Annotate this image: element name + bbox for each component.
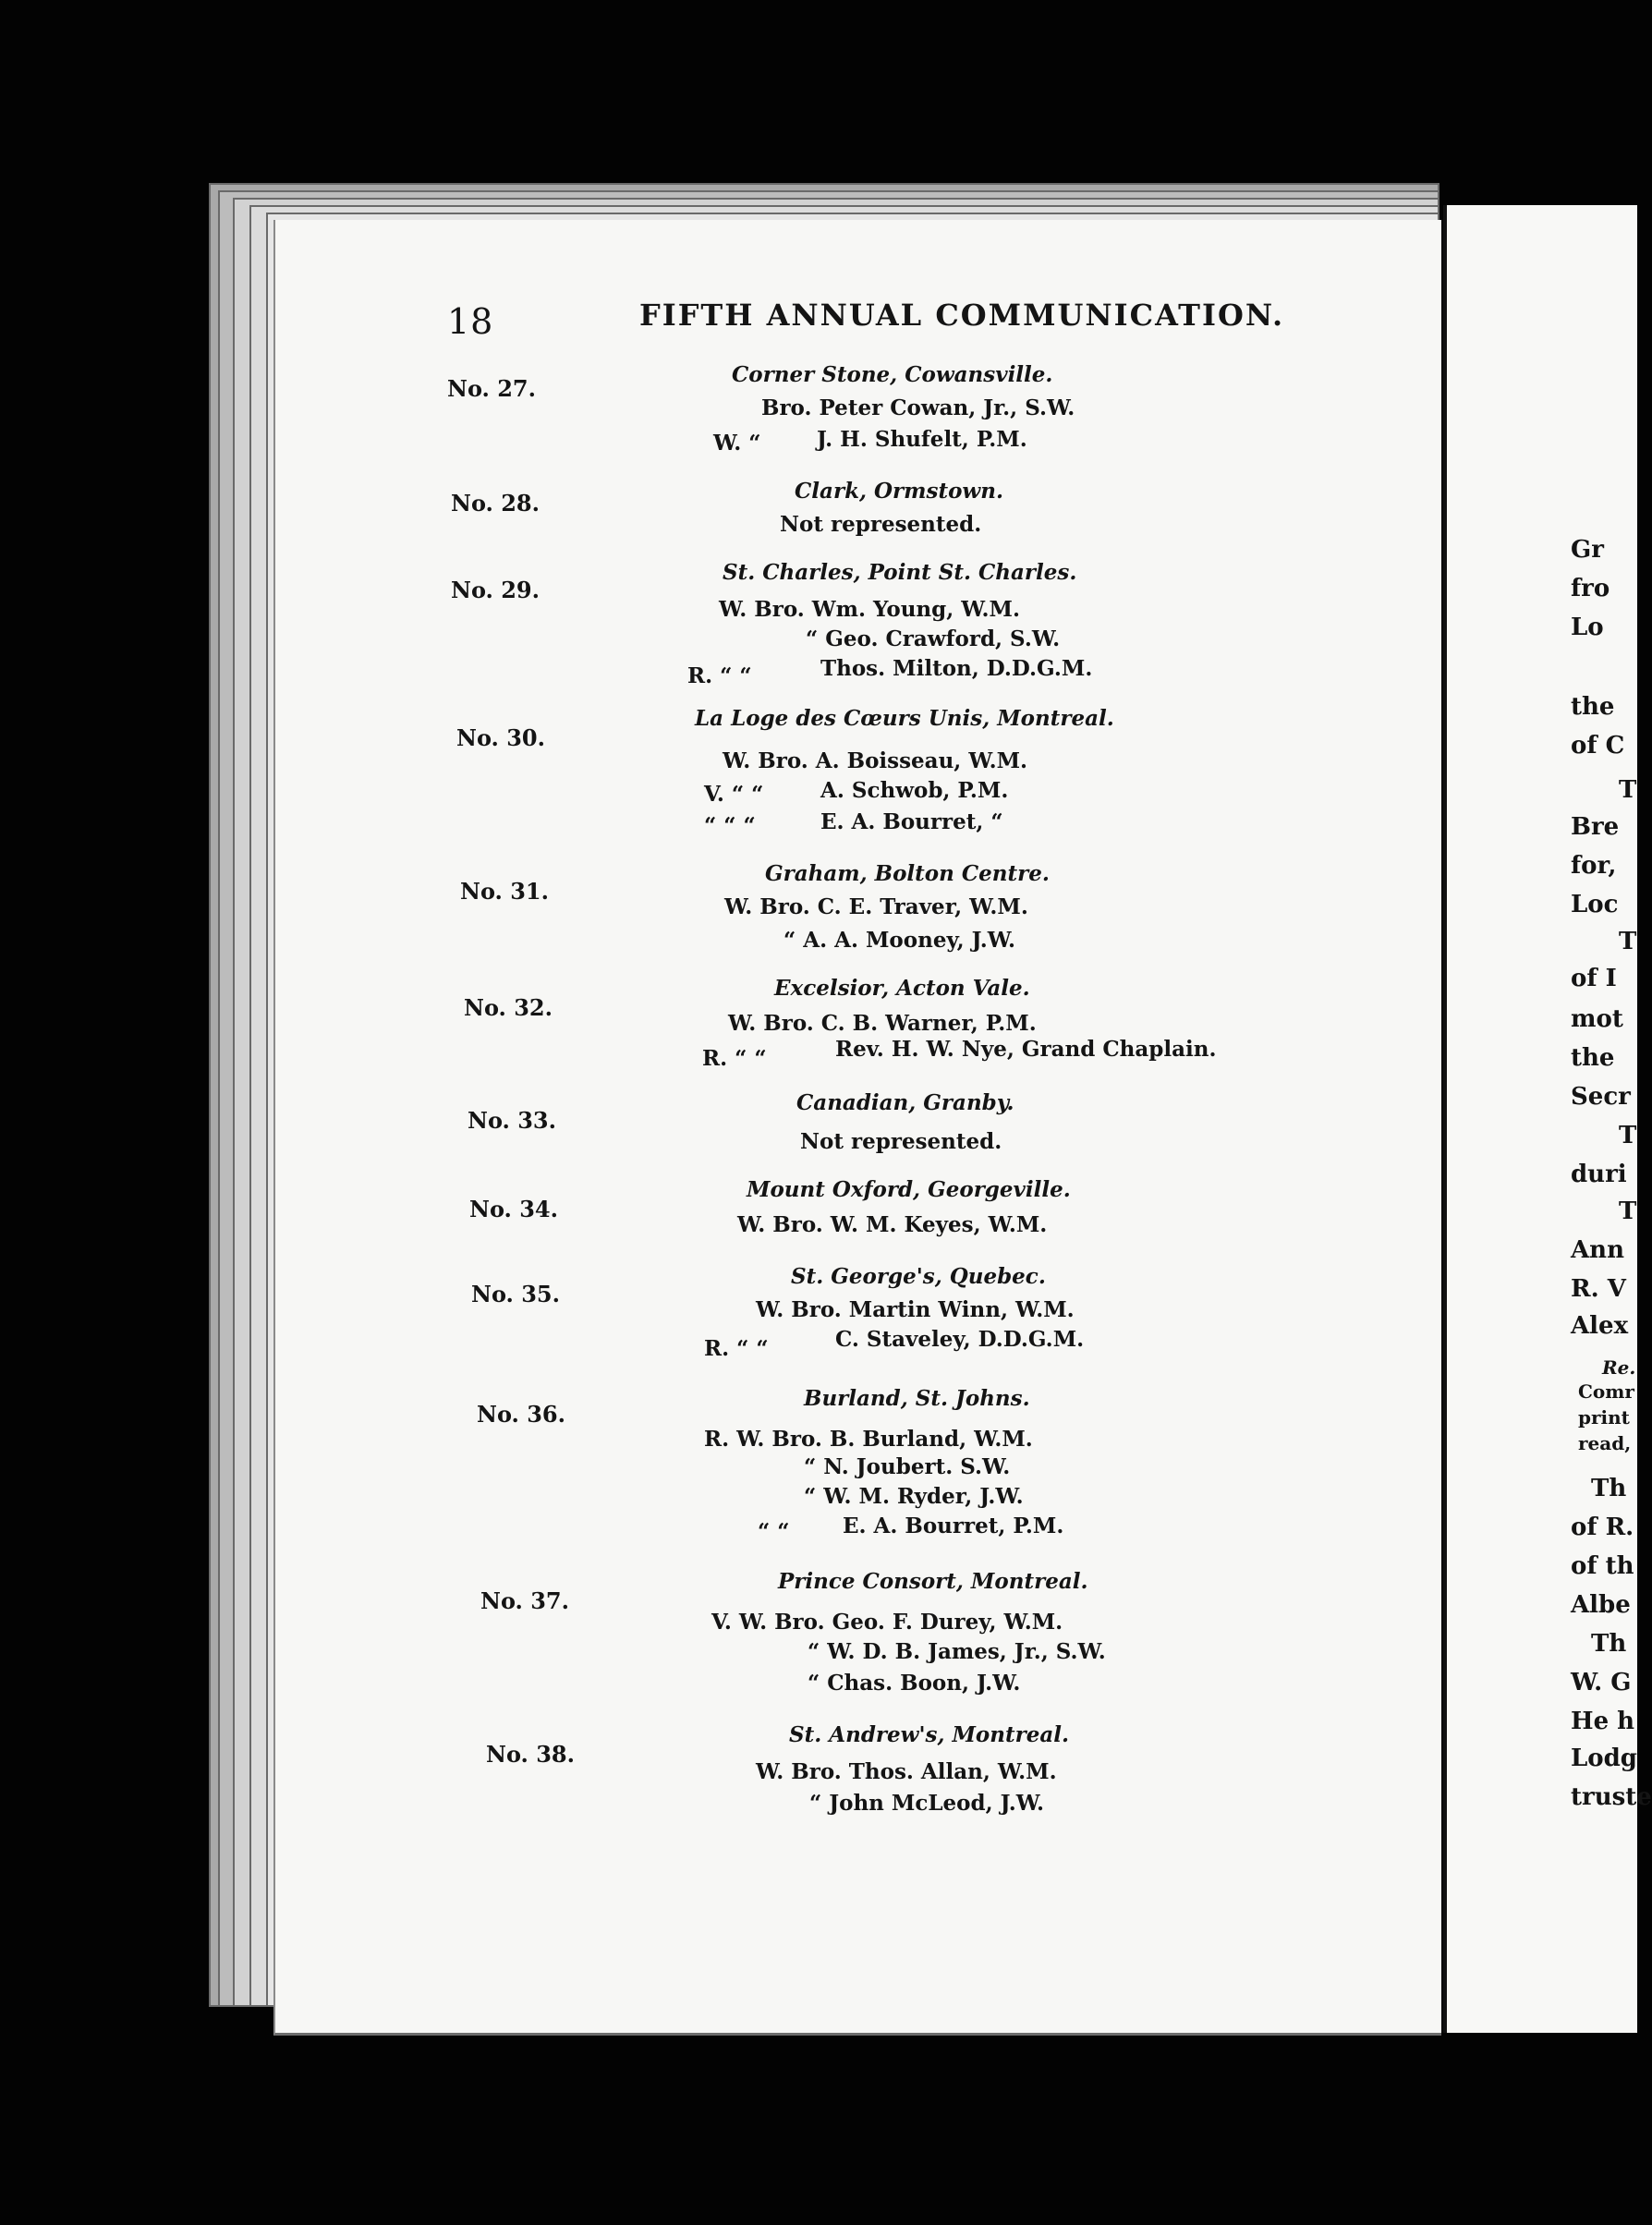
lodge-name: Excelsior, Acton Vale. (774, 976, 1030, 1001)
right-page-fragment: of th (1571, 1552, 1634, 1580)
right-page-fragment: Loc (1571, 891, 1619, 918)
lodge-name: Prince Consort, Montreal. (778, 1569, 1088, 1594)
right-page-fragment: Secr (1571, 1083, 1631, 1111)
member-line: Thos. Milton, D.D.G.M. (820, 656, 1093, 681)
right-page-fragment: read, (1578, 1432, 1632, 1454)
right-page-fragment: Albe (1571, 1591, 1631, 1619)
lodge-number: No. 37. (480, 1587, 569, 1614)
lodge-number: No. 28. (451, 490, 540, 517)
lodge-name: Graham, Bolton Centre. (765, 861, 1050, 886)
right-page-fragment: duri (1571, 1161, 1627, 1188)
member-line: C. Staveley, D.D.G.M. (835, 1327, 1085, 1352)
member-line: “ W. M. Ryder, J.W. (804, 1484, 1024, 1509)
member-line: W. Bro. Martin Winn, W.M. (756, 1297, 1075, 1322)
right-page-fragment: Th (1591, 1630, 1627, 1658)
lodge-name: Corner Stone, Cowansville. (732, 362, 1053, 387)
right-page-fragment: of R. (1571, 1514, 1634, 1541)
lodge-number: No. 35. (471, 1281, 560, 1307)
member-line: “ A. A. Mooney, J.W. (783, 928, 1015, 953)
member-line: E. A. Bourret, P.M. (843, 1514, 1064, 1538)
right-page-fragment: Th (1591, 1475, 1627, 1502)
member-prefix: “ “ “ (704, 813, 756, 838)
member-line: “ W. D. B. James, Jr., S.W. (808, 1639, 1106, 1664)
member-line: W. Bro. A. Boisseau, W.M. (723, 748, 1028, 773)
member-line: V. W. Bro. Geo. F. Durey, W.M. (711, 1610, 1063, 1635)
right-page-fragment: Lodg (1571, 1745, 1637, 1772)
right-page-fragment: truste (1571, 1783, 1652, 1811)
right-page-fragment: Alex (1571, 1312, 1629, 1340)
member-line: W. Bro. Wm. Young, W.M. (719, 597, 1020, 622)
member-prefix: R. “ “ (687, 663, 752, 688)
right-page-fragment: Re. (1602, 1356, 1636, 1379)
member-line: “ Geo. Crawford, S.W. (806, 626, 1061, 651)
lodge-name: St. George's, Quebec. (791, 1264, 1046, 1289)
right-page-fragment: of C (1571, 732, 1625, 760)
lodge-number: No. 27. (447, 375, 536, 402)
member-line: W. Bro. C. E. Traver, W.M. (724, 894, 1028, 919)
member-prefix: V. “ “ (704, 782, 764, 807)
member-line: Rev. H. W. Nye, Grand Chaplain. (835, 1037, 1217, 1062)
right-page-fragment: Lo (1571, 614, 1604, 641)
member-line: J. H. Shufelt, P.M. (817, 427, 1027, 452)
lodge-number: No. 30. (456, 724, 545, 751)
member-line: E. A. Bourret, “ (820, 809, 1003, 834)
member-prefix: W. “ (713, 431, 761, 456)
right-page-fragment: Bre (1571, 813, 1620, 841)
lodge-number: No. 29. (451, 577, 540, 603)
right-page-fragment: Comr (1578, 1380, 1634, 1403)
right-page-fragment: for, (1571, 852, 1617, 880)
right-page-fragment: T (1619, 1198, 1637, 1225)
running-head: FIFTH ANNUAL COMMUNICATION. (639, 298, 1285, 333)
right-page-fragment: W. G (1571, 1669, 1632, 1696)
lodge-name: St. Andrew's, Montreal. (789, 1722, 1069, 1747)
lodge-number: No. 32. (464, 994, 553, 1021)
member-line: W. Bro. W. M. Keyes, W.M. (737, 1212, 1048, 1237)
lodge-number: No. 36. (477, 1401, 565, 1428)
right-page-fragment: the (1571, 693, 1615, 721)
member-line: Not represented. (780, 512, 982, 537)
member-line: “ Chas. Boon, J.W. (808, 1671, 1021, 1696)
right-page-fragment: T (1619, 928, 1637, 955)
member-line: R. W. Bro. B. Burland, W.M. (704, 1427, 1033, 1452)
right-page-fragment: Gr (1571, 536, 1604, 564)
right-page-fragment: the (1571, 1044, 1615, 1072)
lodge-name: St. Charles, Point St. Charles. (723, 560, 1077, 585)
member-prefix: R. “ “ (702, 1046, 767, 1071)
lodge-number: No. 31. (460, 878, 549, 905)
member-prefix: R. “ “ (704, 1336, 769, 1361)
member-line: Bro. Peter Cowan, Jr., S.W. (761, 395, 1075, 420)
right-page-fragment: of I (1571, 965, 1617, 992)
member-line: “ N. Joubert. S.W. (804, 1454, 1011, 1479)
lodge-number: No. 33. (468, 1107, 556, 1134)
member-line: W. Bro. C. B. Warner, P.M. (728, 1011, 1037, 1036)
member-line: A. Schwob, P.M. (820, 778, 1009, 803)
lodge-name: La Loge des Cœurs Unis, Montreal. (695, 706, 1114, 731)
right-page-fragment: fro (1571, 575, 1610, 602)
lodge-name: Clark, Ormstown. (795, 479, 1003, 504)
right-page-fragment: T (1619, 1122, 1637, 1149)
lodge-name: Canadian, Granby. (796, 1090, 1014, 1115)
lodge-name: Mount Oxford, Georgeville. (747, 1177, 1071, 1202)
page-number: 18 (447, 301, 494, 342)
member-line: Not represented. (800, 1129, 1002, 1154)
member-line: W. Bro. Thos. Allan, W.M. (756, 1759, 1057, 1784)
lodge-number: No. 34. (469, 1196, 558, 1222)
right-page-fragment: T (1619, 776, 1637, 804)
right-page-fragment: R. V (1571, 1275, 1626, 1303)
lodge-number: No. 38. (486, 1741, 575, 1768)
lodge-name: Burland, St. Johns. (804, 1386, 1030, 1411)
right-page-fragment: Ann (1571, 1236, 1624, 1264)
right-page-fragment: mot (1571, 1005, 1623, 1033)
member-line: “ John McLeod, J.W. (809, 1791, 1044, 1816)
right-page-fragment: He h (1571, 1708, 1635, 1735)
member-prefix: “ “ (758, 1519, 790, 1544)
right-page-fragment: print (1578, 1406, 1630, 1429)
